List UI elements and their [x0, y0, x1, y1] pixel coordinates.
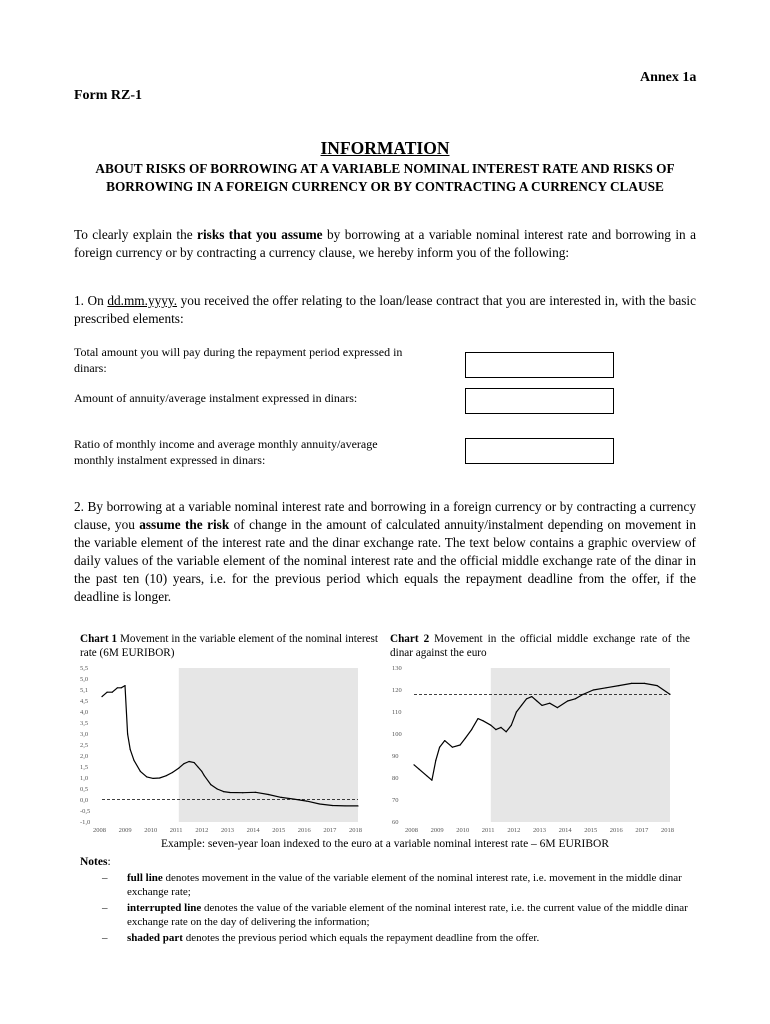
note-text: denotes movement in the value of the variable element of the nominal interest rate, i.e. movement in the middle dinar exchange rate;	[127, 872, 682, 898]
chart-1-data-point	[146, 776, 147, 777]
chart-1-data-point	[293, 799, 294, 800]
notes-title-colon: :	[107, 856, 111, 868]
chart-1-y-tick-label: 4,0	[80, 709, 89, 716]
chart-2-x-tick-label: 2015	[584, 827, 598, 834]
chart-2-x-tick-label: 2011	[481, 827, 495, 834]
note-item	[100, 931, 700, 945]
chart-1-data-point	[178, 768, 179, 769]
chart-2-data-point	[506, 731, 507, 732]
chart-1-x-tick-label: 2011	[169, 827, 183, 834]
chart-1-shaded-period	[179, 668, 358, 822]
chart-2-data-point	[582, 694, 583, 695]
field-label-total-amount: Total amount you will pay during the repayment period expressed in dinars:	[74, 345, 403, 375]
chart-2-data-point	[657, 685, 658, 686]
chart-1-y-tick-label: 1,0	[80, 775, 89, 782]
chart-1-y-tick-label: 5,1	[80, 687, 89, 694]
chart-1-data-point	[124, 685, 125, 686]
annuity-field[interactable]	[465, 388, 614, 414]
chart-2-data-point	[465, 738, 466, 739]
chart-1-title: Movement in the variable element of the nominal interest rate (6M EURIBOR)	[80, 633, 378, 659]
chart-1-data-point	[223, 791, 224, 792]
chart-2-data-point	[431, 780, 432, 781]
chart-2-data-point	[631, 683, 632, 684]
intro-paragraph	[74, 226, 696, 262]
total-amount-field[interactable]	[465, 352, 614, 378]
intro-text-after: by borrowing at a variable nominal interest rate and borrowing in a foreign currency or by contracting a currency clause, we hereby inform you of the following:	[74, 227, 696, 260]
dash-bullet-icon: –	[102, 872, 108, 884]
chart-2-data-point	[644, 683, 645, 684]
chart-2-data-point	[549, 703, 550, 704]
chart-example-caption: Example: seven-year loan indexed to the euro at a variable nominal interest rate – 6M EURIBOR	[160, 838, 610, 850]
chart-2-x-tick-label: 2012	[507, 827, 521, 834]
chart-2-data-point	[526, 698, 527, 699]
chart-1-x-tick-label: 2016	[297, 827, 311, 834]
chart-1-data-point	[188, 761, 189, 762]
chart-2-data-point	[435, 760, 436, 761]
chart-2-data-point	[495, 729, 496, 730]
chart-1-data-point	[229, 792, 230, 793]
chart-2-title: Movement in the official middle exchange rate of the dinar against the euro	[390, 633, 691, 659]
chart-1-data-point	[121, 687, 122, 688]
field-label-ratio: Ratio of monthly income and average monthly annuity/average monthly instalment expressed in dinars:	[74, 437, 378, 467]
chart-1-data-point	[153, 778, 154, 779]
note-text: denotes the previous period which equals the repayment deadline from the offer.	[182, 932, 540, 944]
dash-bullet-icon: –	[102, 902, 108, 914]
chart-1-y-tick-label: 0,0	[80, 797, 89, 804]
chart-2-y-tick-label: 90	[392, 753, 399, 760]
chart-2-x-tick-label: 2010	[456, 827, 470, 834]
chart-2-y-tick-label: 60	[392, 819, 399, 826]
chart-1-euribor	[78, 662, 378, 834]
chart-1-data-point	[133, 760, 134, 761]
note-term: interrupted line	[127, 902, 202, 914]
chart-2-data-point	[521, 705, 522, 706]
chart-2-y-tick-label: 120	[392, 687, 402, 694]
chart-2-data-point	[452, 747, 453, 748]
chart-2-data-point	[618, 685, 619, 686]
page-title: INFORMATION	[320, 138, 450, 158]
chart-2-data-point	[669, 694, 670, 695]
chart-2-exchange-rate	[390, 662, 690, 834]
chart-2-y-tick-label: 70	[392, 797, 399, 804]
chart-1-y-tick-label: 0,5	[80, 786, 89, 793]
chart-2-x-tick-label: 2016	[609, 827, 623, 834]
chart-1-data-point	[217, 788, 218, 789]
chart-1-x-tick-label: 2008	[93, 827, 106, 834]
chart-1-x-tick-label: 2012	[195, 827, 209, 834]
chart-1-data-point	[183, 763, 184, 764]
notes-title-text: Notes	[80, 856, 108, 868]
chart-2-caption	[390, 632, 690, 660]
chart-1-data-point	[159, 777, 160, 778]
field-label-annuity: Amount of annuity/average instalment expressed in dinars:	[74, 391, 358, 405]
chart-1-x-tick-label: 2014	[246, 827, 260, 834]
note-item	[100, 871, 700, 899]
chart-1-data-point	[112, 692, 113, 693]
chart-2-data-point	[557, 707, 558, 708]
section-2-bold: assume the risk	[139, 517, 230, 532]
chart-2-data-point	[459, 744, 460, 745]
chart-1-x-tick-label: 2015	[272, 827, 286, 834]
notes-title	[80, 856, 111, 868]
chart-2-data-point	[490, 725, 491, 726]
section-1-post: you received the offer relating to the loan/lease contract that you are interested in, with the basic prescribed elements:	[74, 293, 696, 326]
note-term: full line	[127, 872, 163, 884]
note-term: shaded part	[127, 932, 183, 944]
chart-2-data-point	[439, 747, 440, 748]
chart-1-data-point	[172, 772, 173, 773]
form-code: Form RZ-1	[74, 88, 143, 103]
chart-2-x-tick-label: 2014	[558, 827, 572, 834]
dash-bullet-icon: –	[102, 932, 108, 944]
chart-1-data-point	[210, 784, 211, 785]
chart-1-data-point	[319, 803, 320, 804]
chart-2-data-point	[605, 687, 606, 688]
chart-2-y-tick-label: 110	[392, 709, 402, 716]
chart-2-label: Chart 2	[390, 633, 430, 645]
chart-1-data-point	[117, 687, 118, 688]
chart-1-data-point	[201, 771, 202, 772]
chart-2-data-point	[413, 764, 414, 765]
chart-1-data-point	[194, 762, 195, 763]
chart-1-data-point	[306, 801, 307, 802]
chart-2-data-point	[536, 700, 537, 701]
chart-1-data-point	[107, 692, 108, 693]
chart-2-shaded-period	[491, 668, 670, 822]
chart-1-data-point	[130, 749, 131, 750]
chart-2-data-point	[500, 727, 501, 728]
chart-1-x-tick-label: 2013	[221, 827, 234, 834]
chart-1-data-point	[101, 696, 102, 697]
chart-2-x-tick-label: 2017	[635, 827, 649, 834]
chart-2-data-point	[419, 769, 420, 770]
chart-1-data-point	[140, 771, 141, 772]
chart-2-data-point	[567, 700, 568, 701]
chart-2-x-tick-label: 2013	[533, 827, 546, 834]
chart-1-y-tick-label: 2,5	[80, 742, 89, 749]
note-item	[100, 901, 700, 929]
chart-1-y-tick-label: -1,0	[80, 819, 91, 826]
section-1-paragraph	[74, 292, 696, 328]
chart-2-data-point	[477, 718, 478, 719]
chart-1-data-point	[281, 797, 282, 798]
chart-1-data-point	[127, 733, 128, 734]
chart-2-data-point	[426, 775, 427, 776]
chart-1-label: Chart 1	[80, 633, 118, 645]
ratio-field[interactable]	[465, 438, 614, 464]
section-2-post: of change in the amount of calculated annuity/instalment depending on movement in the variable element of the interest rate and the dinar exchange rate. The text below contains a graphic overview of daily values of the variable element of the nominal interest rate and the official middle exchange rate of the dinar in the past ten (10) years, i.e. for the previous period which equals the repayment deadline from the offer, if the deadline is longer.	[74, 517, 696, 604]
chart-2-data-point	[575, 698, 576, 699]
annex-label: Annex 1a	[640, 70, 697, 85]
section-2-number: 2.	[74, 499, 84, 514]
chart-1-data-point	[357, 805, 358, 806]
chart-1-y-tick-label: 3,5	[80, 720, 89, 727]
chart-1-data-point	[345, 805, 346, 806]
offer-date: dd.mm.yyyy.	[107, 293, 178, 308]
chart-2-data-point	[471, 729, 472, 730]
chart-2-data-point	[483, 720, 484, 721]
chart-1-y-tick-label: 3,0	[80, 731, 89, 738]
chart-1-y-tick-label: 1,5	[80, 764, 89, 771]
chart-1-x-tick-label: 2010	[144, 827, 158, 834]
intro-text-bold: risks that you assume	[197, 227, 323, 242]
chart-2-data-point	[516, 711, 517, 712]
chart-1-data-point	[255, 792, 256, 793]
chart-2-x-tick-label: 2018	[661, 827, 674, 834]
chart-2-y-tick-label: 100	[392, 731, 402, 738]
chart-2-data-point	[511, 725, 512, 726]
chart-2-y-tick-label: 80	[392, 775, 399, 782]
chart-2-data-point	[444, 740, 445, 741]
section-2-pre: By borrowing at a variable nominal interest rate and borrowing in a foreign currency or by contracting a currency clause, you	[74, 499, 696, 532]
section-1-number: 1.	[74, 293, 84, 308]
chart-2-y-tick-label: 130	[392, 665, 402, 672]
chart-1-y-tick-label: 4,5	[80, 698, 89, 705]
chart-1-data-point	[197, 766, 198, 767]
section-1-pre: On	[83, 293, 108, 308]
chart-1-data-point	[268, 794, 269, 795]
chart-2-data-point	[593, 689, 594, 690]
note-text: denotes the value of the variable element of the nominal interest rate, i.e. the current value of the middle dinar exchange rate on the day of delivering the information;	[127, 902, 688, 928]
chart-2-data-point	[531, 696, 532, 697]
chart-2-x-tick-label: 2008	[405, 827, 418, 834]
chart-1-y-tick-label: 2,0	[80, 753, 89, 760]
intro-text-before: To clearly explain the	[74, 227, 198, 242]
chart-1-data-point	[242, 792, 243, 793]
chart-1-data-point	[204, 775, 205, 776]
chart-1-y-tick-label: 5,0	[80, 676, 89, 683]
section-2-paragraph	[74, 498, 696, 606]
chart-2-data-point	[541, 705, 542, 706]
chart-2-x-tick-label: 2009	[430, 827, 444, 834]
chart-1-y-tick-label: 5,5	[80, 665, 89, 672]
chart-1-data-point	[165, 775, 166, 776]
notes-list	[100, 871, 700, 947]
page-subtitle: ABOUT RISKS OF BORROWING AT A VARIABLE NOMINAL INTEREST RATE AND RISKS OF BORROWING IN A FOREIGN CURRENCY OR BY CONTRACTING A CURRENCY CLAUSE	[95, 161, 675, 194]
chart-1-caption	[80, 632, 378, 660]
chart-1-x-tick-label: 2009	[118, 827, 132, 834]
chart-1-y-tick-label: -0,5	[80, 808, 91, 815]
chart-1-data-point	[332, 805, 333, 806]
chart-1-x-tick-label: 2017	[323, 827, 337, 834]
chart-1-x-tick-label: 2018	[349, 827, 362, 834]
